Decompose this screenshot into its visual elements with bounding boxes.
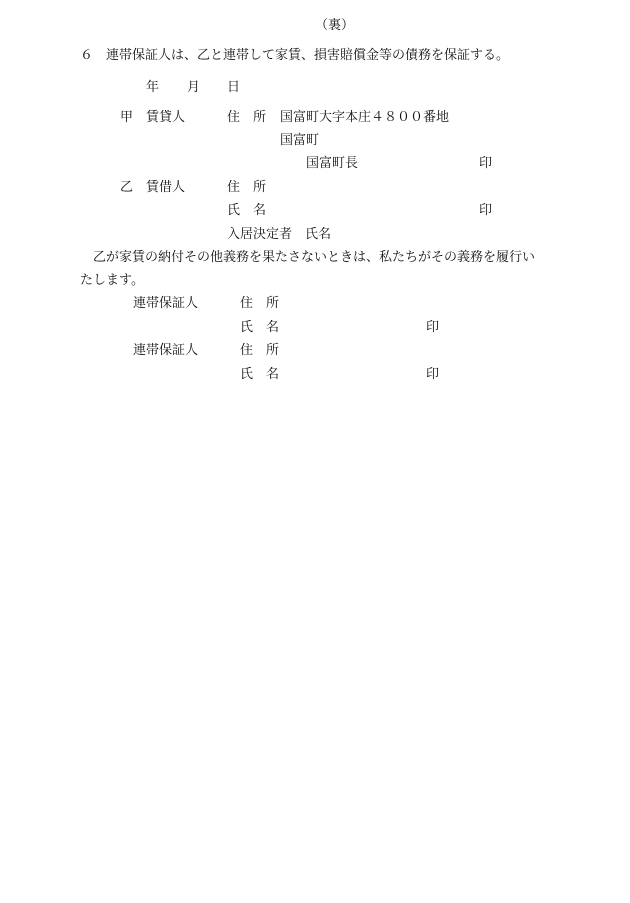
lessee-role: 乙 [120,180,134,195]
date-year: 年 [146,80,160,95]
lessor-seal: 印 [479,156,493,171]
lessee-title: 賃借人 [146,180,186,195]
guarantor-2-title: 連帯保証人 [133,343,199,358]
lessee-seal: 印 [479,203,493,218]
clause-text: 連帯保証人は、乙と連帯して家賃、損害賠償金等の債務を保証する。 [106,48,510,63]
date-day: 日 [227,80,241,95]
lessor-name-line1: 国富町 [280,133,320,148]
guarantor-1-name-label: 氏 名 [240,320,280,335]
guarantor-2-address-label: 住 所 [240,343,280,358]
lessee-address-label: 住 所 [227,180,267,195]
clause-number: ６ [80,48,94,63]
lessor-title: 賃貸人 [146,110,186,125]
guarantor-1-title: 連帯保証人 [133,296,199,311]
lessor-address-label: 住 所 [227,110,267,125]
guarantor-2-seal: 印 [426,367,440,382]
guarantor-1-address-label: 住 所 [240,296,280,311]
lessor-role: 甲 [120,110,134,125]
date-month: 月 [187,80,201,95]
guarantor-1-seal: 印 [426,320,440,335]
resident-label: 入居決定者 氏名 [227,227,332,242]
lessee-name-label: 氏 名 [227,203,267,218]
guarantor-2-name-label: 氏 名 [240,367,280,382]
lessor-name-line2: 国富町長 [306,156,359,171]
guarantee-statement-line2: たします。 [80,273,144,288]
lessor-address-value: 国富町大字本庄４８００番地 [280,110,450,125]
guarantee-statement-line1: 乙が家賃の納付その他義務を果たさないときは、私たちがその義務を履行い [93,250,536,265]
side-label: （裏） [315,18,355,33]
